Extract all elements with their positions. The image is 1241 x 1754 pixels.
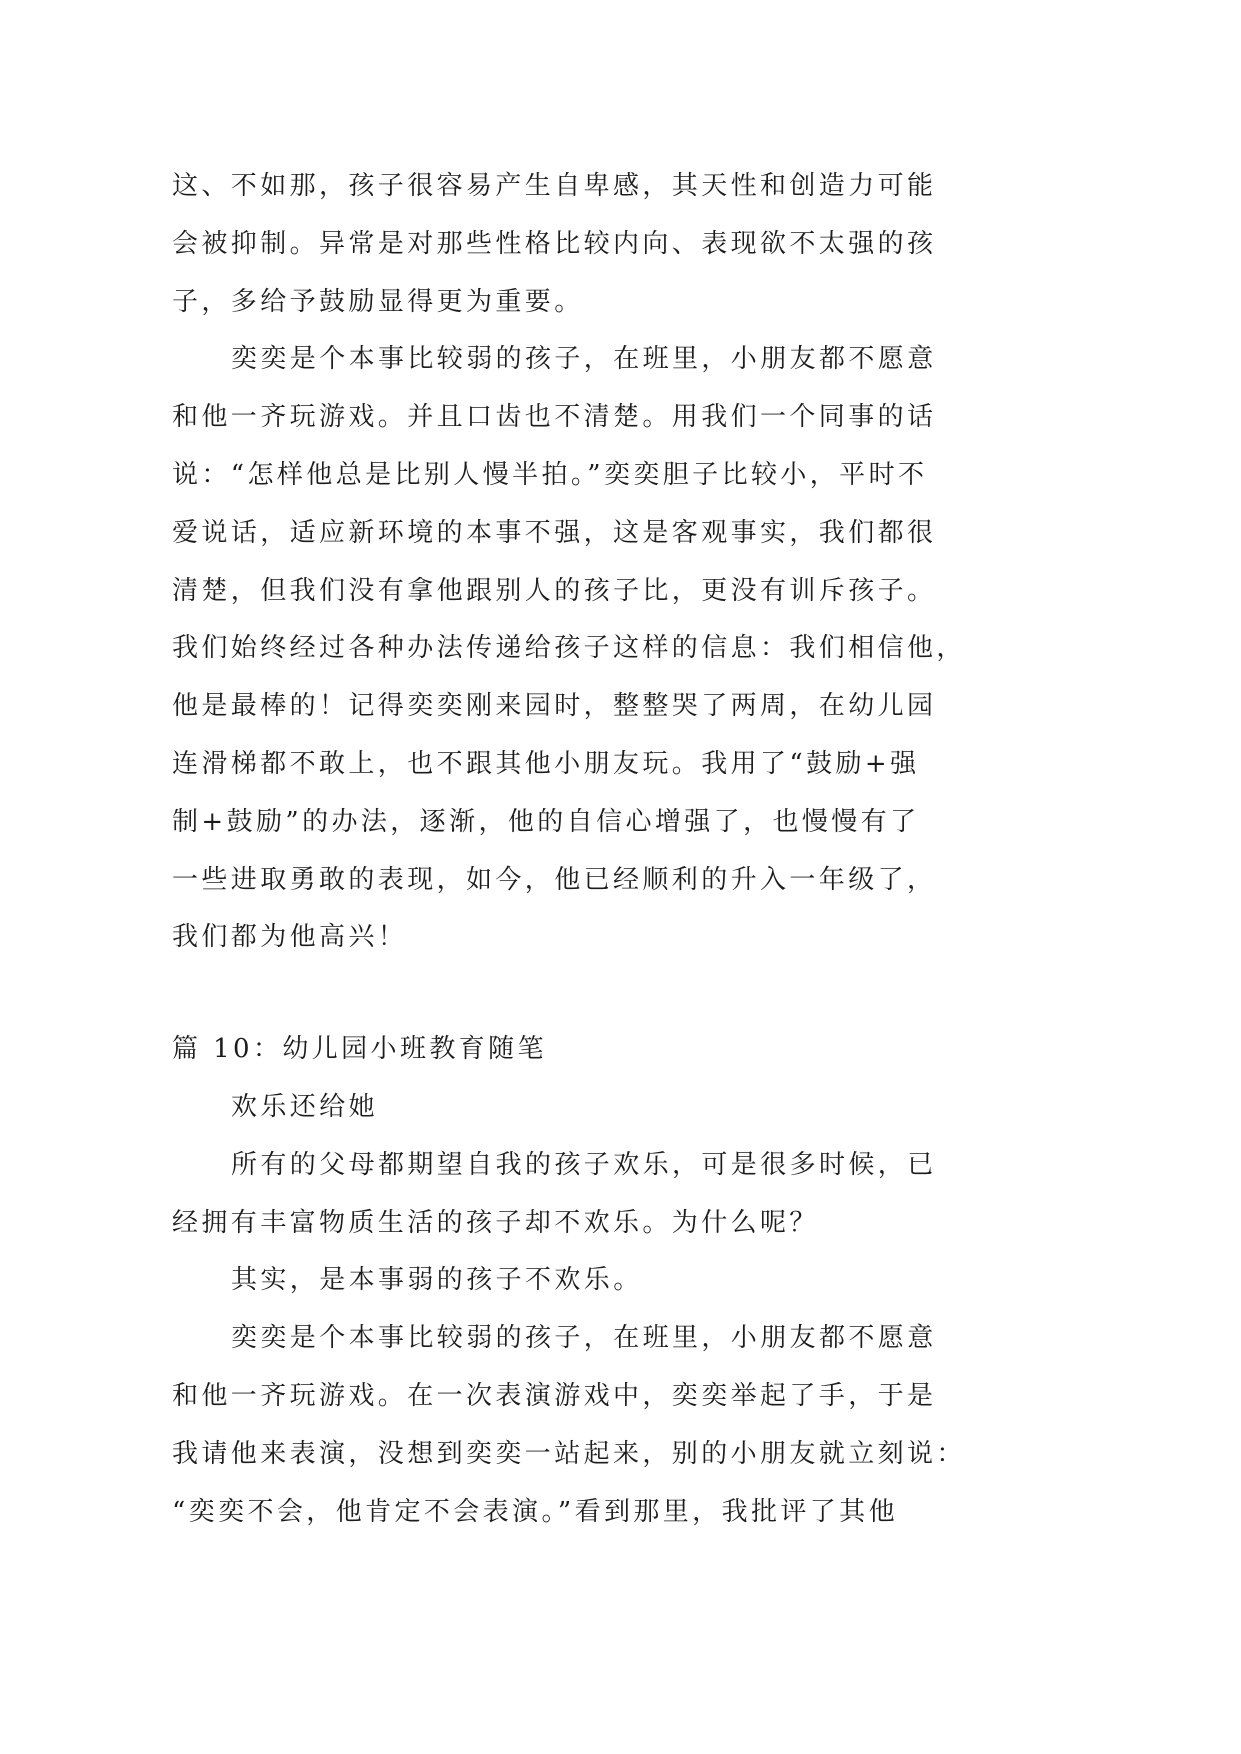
text-line: 其实，是本事弱的孩子不欢乐。 — [231, 1265, 643, 1296]
text-line: 和他一齐玩游戏。在一次表演游戏中，奕奕举起了手，于是 — [172, 1380, 937, 1411]
document-page — [172, 158, 1032, 1541]
text-line: 奕奕是个本事比较弱的孩子，在班里，小朋友都不愿意 — [231, 1323, 937, 1354]
text-line: 我请他来表演，没想到奕奕一站起来，别的小朋友就立刻说： — [172, 1438, 966, 1469]
paragraph — [172, 1252, 1032, 1310]
text-line: 制+鼓励”的办法，逐渐，他的自信心增强了，也慢慢有了 — [172, 806, 920, 837]
text-line: 奕奕是个本事比较弱的孩子，在班里，小朋友都不愿意 — [231, 344, 937, 375]
article-subtitle: 欢乐还给她 — [231, 1091, 379, 1122]
article-section — [172, 1021, 1032, 1541]
article-heading: 篇 10：幼儿园小班教育随笔 — [172, 1034, 547, 1065]
text-line: 说：“怎样他总是比别人慢半拍。”奕奕胆子比较小，平时不 — [172, 459, 928, 490]
text-line: 和他一齐玩游戏。并且口齿也不清楚。用我们一个同事的话 — [172, 402, 937, 433]
paragraph — [172, 1310, 1032, 1541]
text-line: 清楚，但我们没有拿他跟别人的孩子比，更没有训斥孩子。 — [172, 575, 937, 606]
paragraph — [172, 1137, 1032, 1253]
text-line: 我们都为他高兴！ — [172, 922, 408, 953]
paragraph — [172, 331, 1032, 967]
text-line: 子，多给予鼓励显得更为重要。 — [172, 286, 584, 317]
text-line: 他是最棒的！记得奕奕刚来园时，整整哭了两周，在幼儿园 — [172, 691, 937, 722]
text-line: 这、不如那，孩子很容易产生自卑感，其天性和创造力可能 — [172, 171, 937, 201]
text-line: 爱说话，适应新环境的本事不强，这是客观事实，我们都很 — [172, 517, 937, 548]
text-line: 会被抑制。异常是对那些性格比较内向、表现欲不太强的孩 — [172, 228, 937, 259]
text-line: “奕奕不会，他肯定不会表演。”看到那里，我批评了其他 — [172, 1496, 898, 1527]
text-line: 所有的父母都期望自我的孩子欢乐，可是很多时候，已 — [231, 1149, 937, 1180]
paragraph — [172, 158, 1032, 331]
continued-section — [172, 158, 1032, 967]
text-line: 我们始终经过各种办法传递给孩子这样的信息：我们相信他， — [172, 633, 966, 664]
text-line: 连滑梯都不敢上，也不跟其他小朋友玩。我用了“鼓励+强 — [172, 748, 920, 779]
text-line: 经拥有丰富物质生活的孩子却不欢乐。为什么呢？ — [172, 1207, 819, 1238]
text-line: 一些进取勇敢的表现，如今，他已经顺利的升入一年级了， — [172, 864, 937, 895]
